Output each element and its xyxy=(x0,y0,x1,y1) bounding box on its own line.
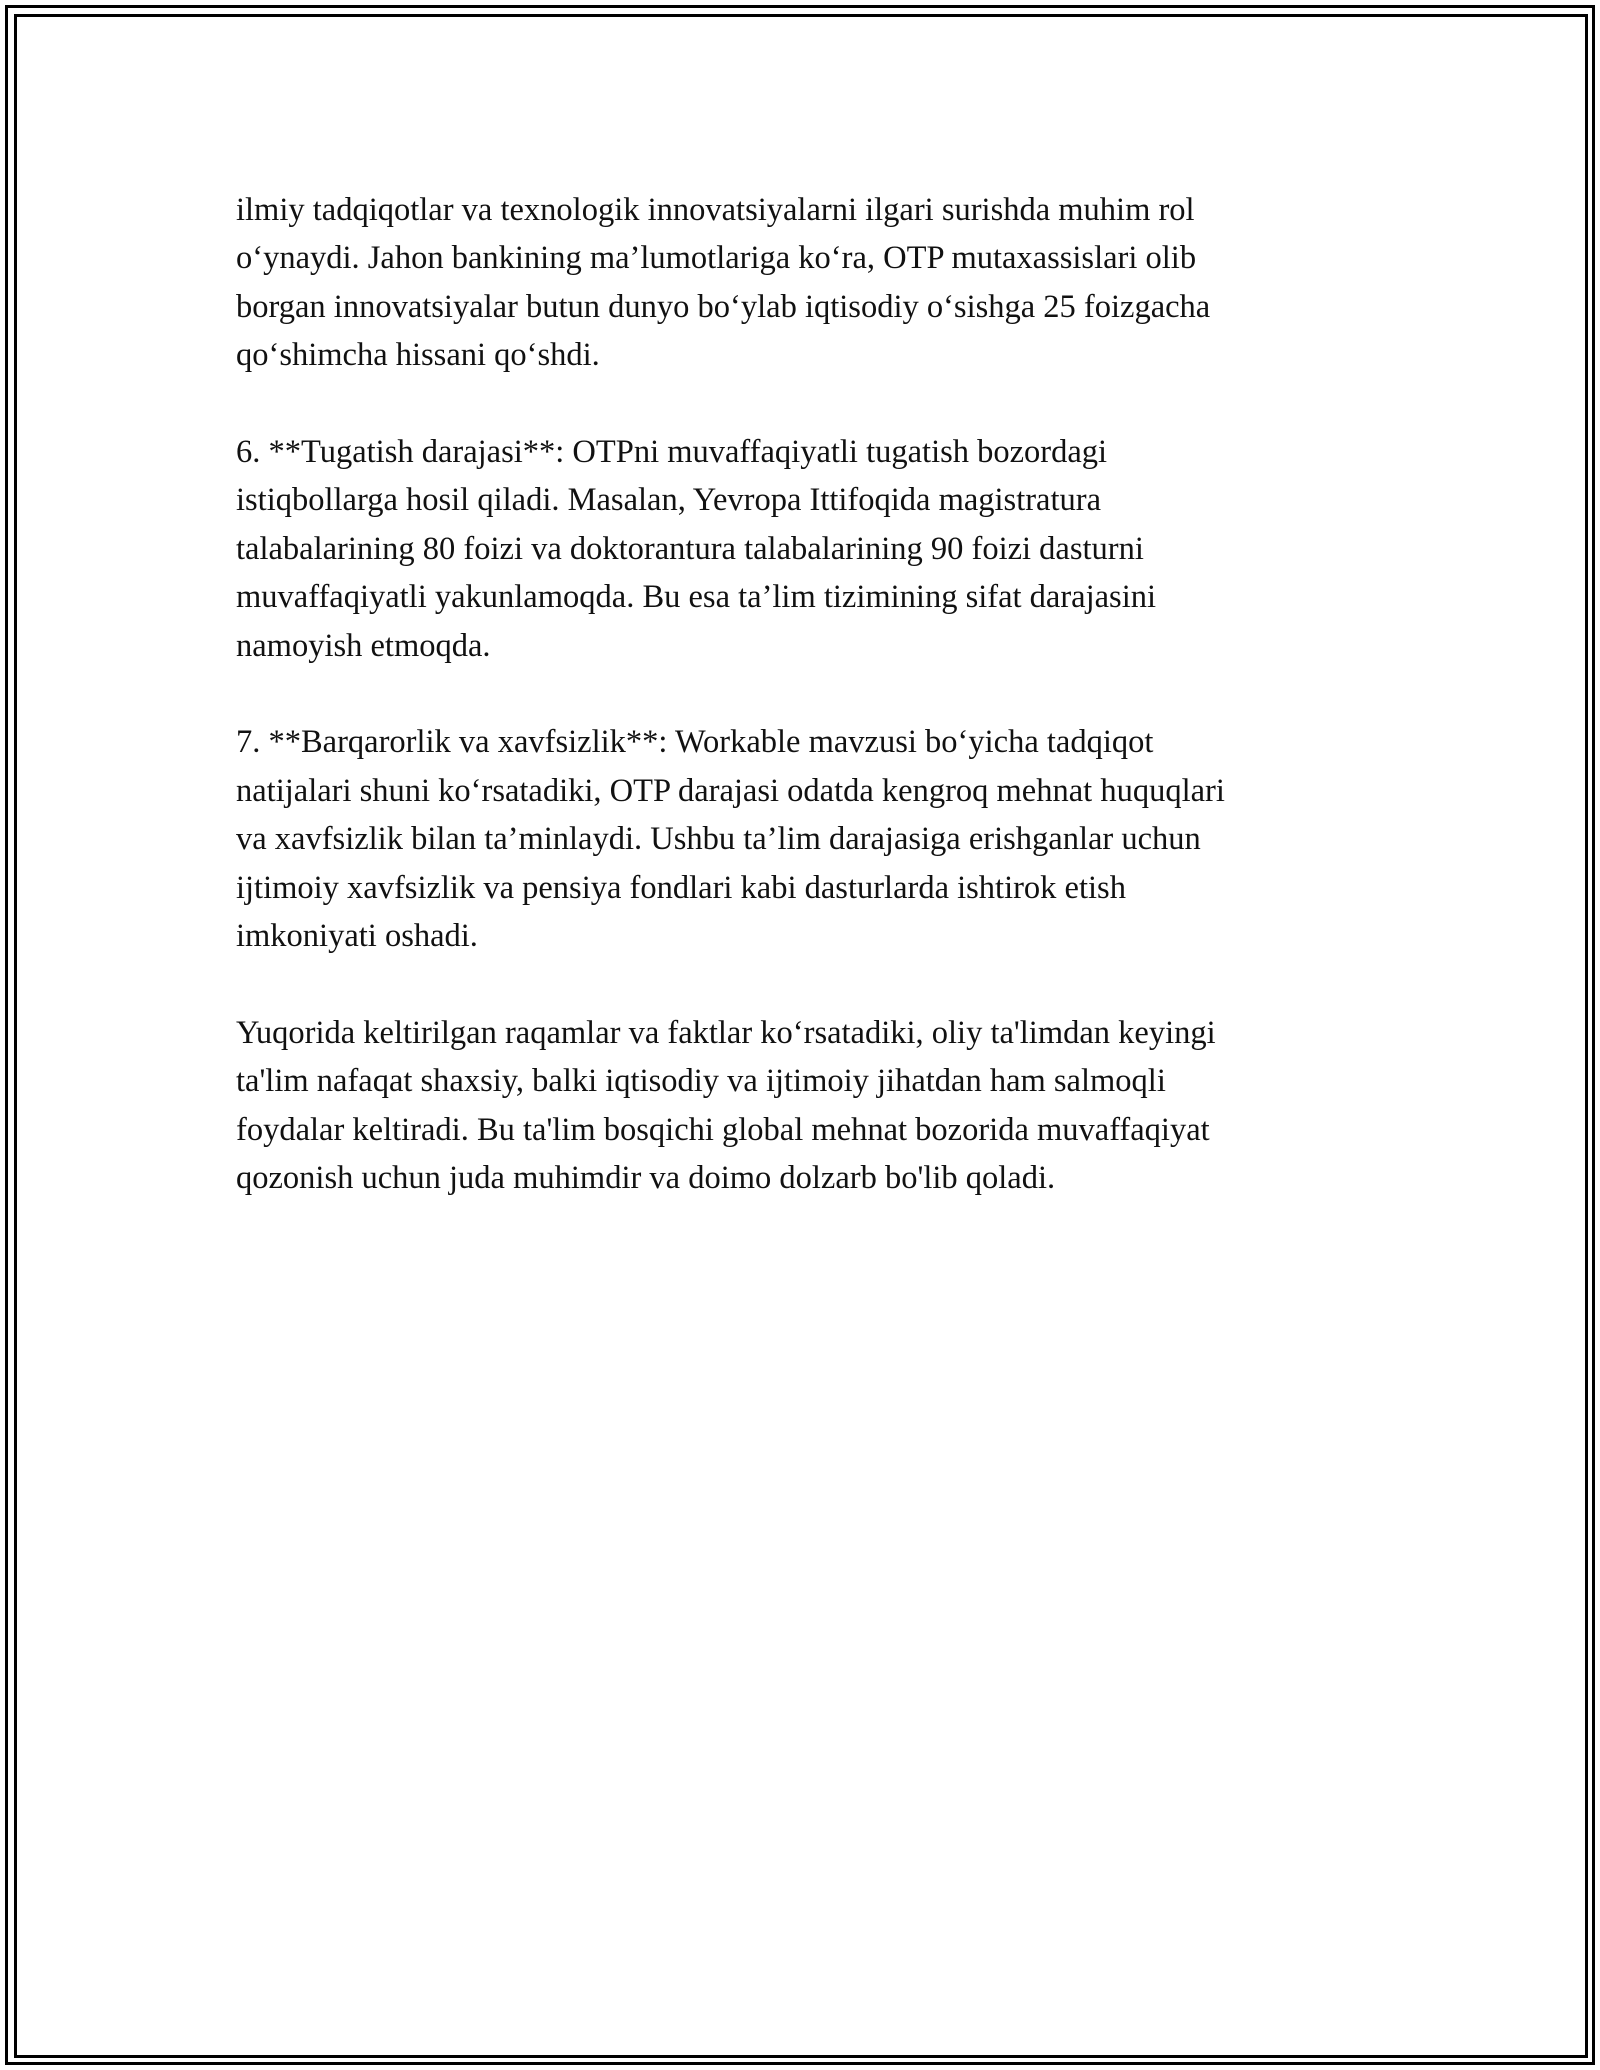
paragraph-item-6 xyxy=(236,428,1366,670)
text-line: 6. **Tugatish darajasi**: OTPni muvaffaqiyatli tugatish bozordagi xyxy=(236,434,1108,471)
text-line: o‘ynaydi. Jahon bankining ma’lumotlariga ko‘ra, OTP mutaxassislari olib xyxy=(236,240,1197,277)
text-line: qozonish uchun juda muhimdir va doimo dolzarb bo'lib qoladi. xyxy=(236,1160,1056,1197)
text-line: ilmiy tadqiqotlar va texnologik innovatsiyalarni ilgari surishda muhim rol xyxy=(236,192,1195,228)
text-line: foydalar keltiradi. Bu ta'lim bosqichi global mehnat bozorida muvaffaqiyat xyxy=(236,1111,1210,1148)
text-line: qo‘shimcha hissani qo‘shdi. xyxy=(236,337,600,374)
text-line: Yuqorida keltirilgan raqamlar va faktlar ko‘rsatadiki, oliy ta'limdan keyingi xyxy=(236,1014,1216,1051)
text-line: ta'lim nafaqat shaxsiy, balki iqtisodiy va ijtimoiy jihatdan ham salmoqli xyxy=(236,1063,1166,1100)
text-line: muvaffaqiyatli yakunlamoqda. Bu esa ta’lim tizimining sifat darajasini xyxy=(236,579,1156,616)
text-line: namoyish etmoqda. xyxy=(236,627,491,664)
text-line: imkoniyati oshadi. xyxy=(236,918,478,955)
paragraph-conclusion xyxy=(236,1009,1366,1203)
paragraph-item-7 xyxy=(236,718,1366,960)
text-line: 7. **Barqarorlik va xavfsizlik**: Workable mavzusi bo‘yicha tadqiqot xyxy=(236,724,1154,761)
text-line: natijalari shuni ko‘rsatadiki, OTP darajasi odatda kengroq mehnat huquqlari xyxy=(236,772,1225,809)
text-line: ijtimoiy xavfsizlik va pensiya fondlari kabi dasturlarda ishtirok etish xyxy=(236,869,1126,906)
paragraph-intro-continuation xyxy=(236,186,1366,380)
text-line: va xavfsizlik bilan ta’minlaydi. Ushbu ta’lim darajasiga erishganlar uchun xyxy=(236,821,1201,858)
document-body xyxy=(236,186,1366,1251)
text-line: istiqbollarga hosil qiladi. Masalan, Yevropa Ittifoqida magistratura xyxy=(236,482,1102,519)
text-line: borgan innovatsiyalar butun dunyo bo‘ylab iqtisodiy o‘sishga 25 foizgacha xyxy=(236,288,1211,325)
text-line: talabalarining 80 foizi va doktorantura talabalarining 90 foizi dasturni xyxy=(236,530,1144,567)
